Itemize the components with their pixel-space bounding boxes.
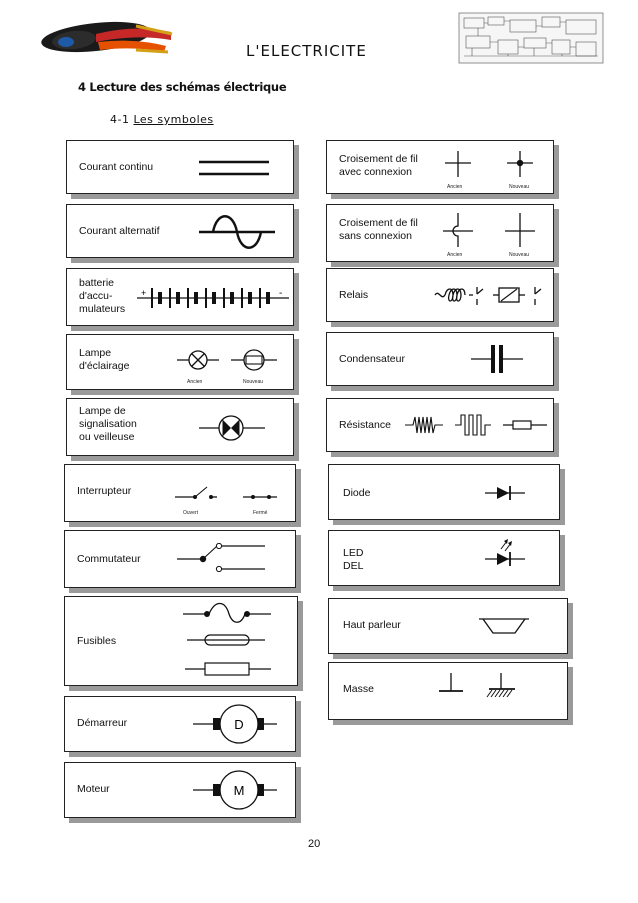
subsection-title: Les symboles <box>133 113 214 126</box>
symbol-card-moteur <box>64 762 296 818</box>
symbol-label: Lampe de signalisation ou veilleuse <box>79 405 137 443</box>
plus-sign: + <box>141 288 147 298</box>
symbol-card-diode <box>328 464 560 520</box>
symbol-label: Condensateur <box>339 353 405 365</box>
symbol-card-lampe-eclairage <box>66 334 294 390</box>
caption-open: Ouvert <box>183 510 199 516</box>
symbol-label: Diode <box>343 487 371 499</box>
motor-letter: M <box>233 783 245 798</box>
relay-symbol <box>327 269 555 323</box>
symbol-label: Haut parleur <box>343 619 401 631</box>
symbol-label: Résistance <box>339 419 391 431</box>
wire-crossing-unconnected-symbol <box>327 205 555 263</box>
circuit-diagram-thumbnail <box>458 12 604 64</box>
symbol-label: Masse <box>343 683 374 695</box>
caption-new: Nouveau <box>243 379 264 385</box>
symbol-card-batterie <box>66 268 294 326</box>
minus-sign: - <box>279 288 283 299</box>
diode-symbol <box>329 465 561 521</box>
symbol-card-masse <box>328 662 568 720</box>
caption-closed: Fermé <box>253 510 268 516</box>
symbol-label: Interrupteur <box>77 485 132 497</box>
symbol-card-haut-parleur <box>328 598 568 654</box>
section-heading: 4 Lecture des schémas électrique <box>78 80 287 94</box>
starter-symbol <box>65 697 297 753</box>
subsection-number: 4-1 <box>110 113 130 126</box>
symbol-card-croisement-avec-connexion <box>326 140 554 194</box>
caption-old: Ancien <box>447 252 463 258</box>
dc-current-symbol <box>67 141 295 195</box>
caption-old: Ancien <box>187 379 203 385</box>
battery-symbol <box>67 269 295 327</box>
caption-new: Nouveau <box>509 252 530 258</box>
symbol-label: Croisement de fil sans connexion <box>339 217 418 242</box>
wire-crossing-connected-symbol <box>327 141 555 195</box>
subsection-heading <box>110 113 214 126</box>
page-number: 20 <box>308 838 321 850</box>
signal-lamp-symbol <box>67 399 295 457</box>
symbol-card-commutateur <box>64 530 296 588</box>
caption-old: Ancien <box>447 184 463 190</box>
cable-logo-image <box>36 12 176 62</box>
symbol-card-relais <box>326 268 554 322</box>
symbol-label: Relais <box>339 289 369 301</box>
symbol-card-demarreur <box>64 696 296 752</box>
caption-new: Nouveau <box>509 184 530 190</box>
symbol-label: Croisement de fil avec connexion <box>339 153 418 178</box>
capacitor-symbol <box>327 333 555 387</box>
commutator-symbol <box>65 531 297 589</box>
lamp-symbol <box>67 335 295 391</box>
led-symbol <box>329 531 561 587</box>
symbol-card-courant-continu <box>66 140 294 194</box>
switch-symbol <box>65 465 297 523</box>
motor-symbol <box>65 763 297 819</box>
page-title: L'ELECTRICITE <box>246 42 367 60</box>
symbol-card-interrupteur <box>64 464 296 522</box>
symbol-label: batterie d'accu- mulateurs <box>79 277 126 315</box>
symbol-label: LED DEL <box>343 547 364 572</box>
symbol-label: Commutateur <box>77 553 141 565</box>
symbol-card-croisement-sans-connexion <box>326 204 554 262</box>
symbol-card-led <box>328 530 560 586</box>
symbol-label: Démarreur <box>77 717 128 729</box>
ac-current-symbol <box>67 205 295 259</box>
symbol-label: Moteur <box>77 783 110 795</box>
symbol-card-resistance <box>326 398 554 452</box>
symbol-label: Lampe d'éclairage <box>79 347 130 372</box>
symbol-card-condensateur <box>326 332 554 386</box>
symbol-card-fusibles <box>64 596 298 686</box>
symbol-card-lampe-signalisation <box>66 398 294 456</box>
starter-letter: D <box>234 717 244 732</box>
symbol-label: Fusibles <box>77 635 117 647</box>
fuse-symbols <box>65 597 299 687</box>
symbol-label: Courant continu <box>79 161 154 173</box>
symbol-card-courant-alternatif <box>66 204 294 258</box>
speaker-symbol <box>329 599 569 655</box>
ground-symbols <box>329 663 569 721</box>
resistor-symbols <box>327 399 555 453</box>
symbol-label: Courant alternatif <box>79 225 160 237</box>
